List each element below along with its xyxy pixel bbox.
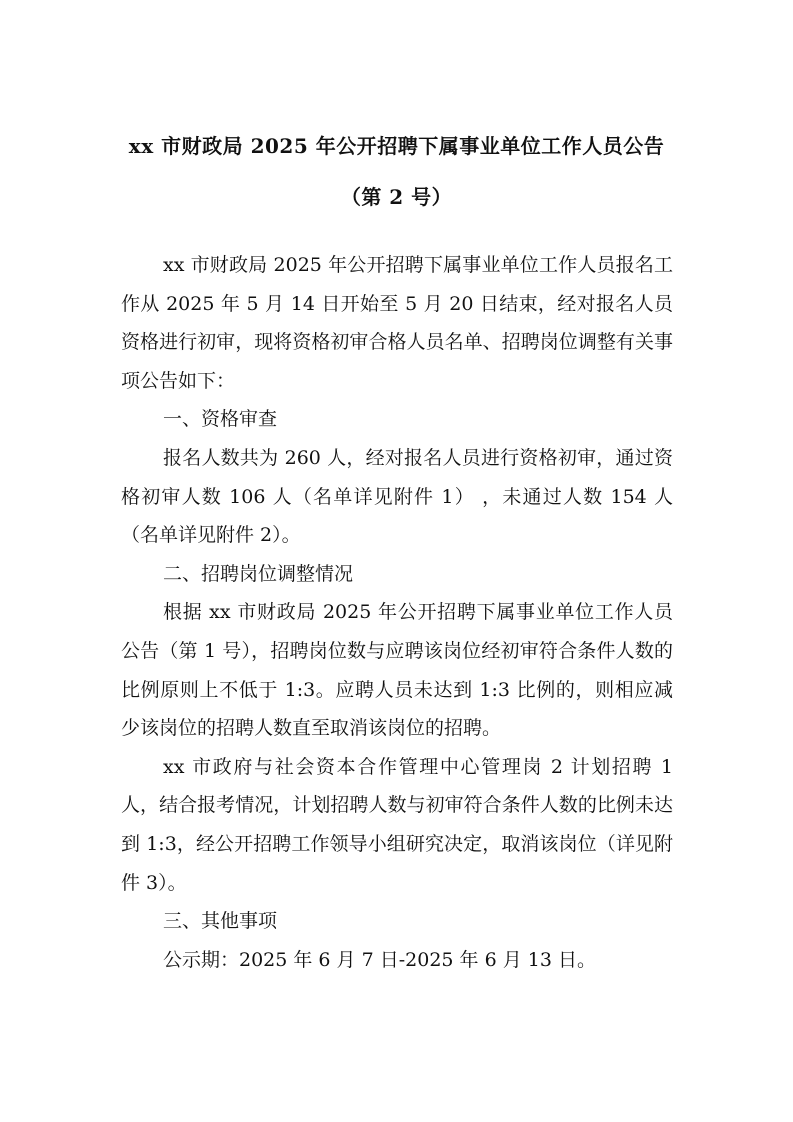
section-heading-other: 三、其他事项 [163,910,278,933]
intro-paragraph: xx 市财政局 2025 年公开招聘下属事业单位工作人员报名工作从 2025 年 5 月 14 日开始至 5 月 20 日结束，经对报名人员资格进行初审，现将资格初审合格人员名单、招聘岗位调整有关事项公告如下： [121,254,673,392]
qualification-paragraph: 报名人数共为 260 人，经对报名人员进行资格初审，通过资格初审人数 106 人（名单详见附件 1） ，未通过人数 154 人（名单详见附件 2）。 [121,446,673,547]
section-heading-position-adjustment: 二、招聘岗位调整情况 [163,562,354,585]
document-subtitle: （第 2 号） [340,185,453,209]
position-cancel-paragraph: xx 市政府与社会资本合作管理中心管理岗 2 计划招聘 1 人，结合报考情况，计划招聘人数与初审符合条件人数的比例未达到 1:3，经公开招聘工作领导小组研究决定，取消该岗位（详见附件 3）。 [121,755,673,894]
document-title: xx 市财政局 2025 年公开招聘下属事业单位工作人员公告 [128,134,665,158]
position-rule-paragraph: 根据 xx 市财政局 2025 年公开招聘下属事业单位工作人员公告（第 1 号），招聘岗位数与应聘该岗位经初审符合条件人数的比例原则上不低于 1:3。应聘人员未达到 1:3 比例的，则相应减少该岗位的招聘人数直至取消该岗位的招聘。 [121,601,673,740]
section-heading-qualification: 一、资格审查 [163,408,278,431]
document-body [121,246,673,979]
publicity-period-paragraph: 公示期：2025 年 6 月 7 日-2025 年 6 月 13 日。 [163,948,596,971]
